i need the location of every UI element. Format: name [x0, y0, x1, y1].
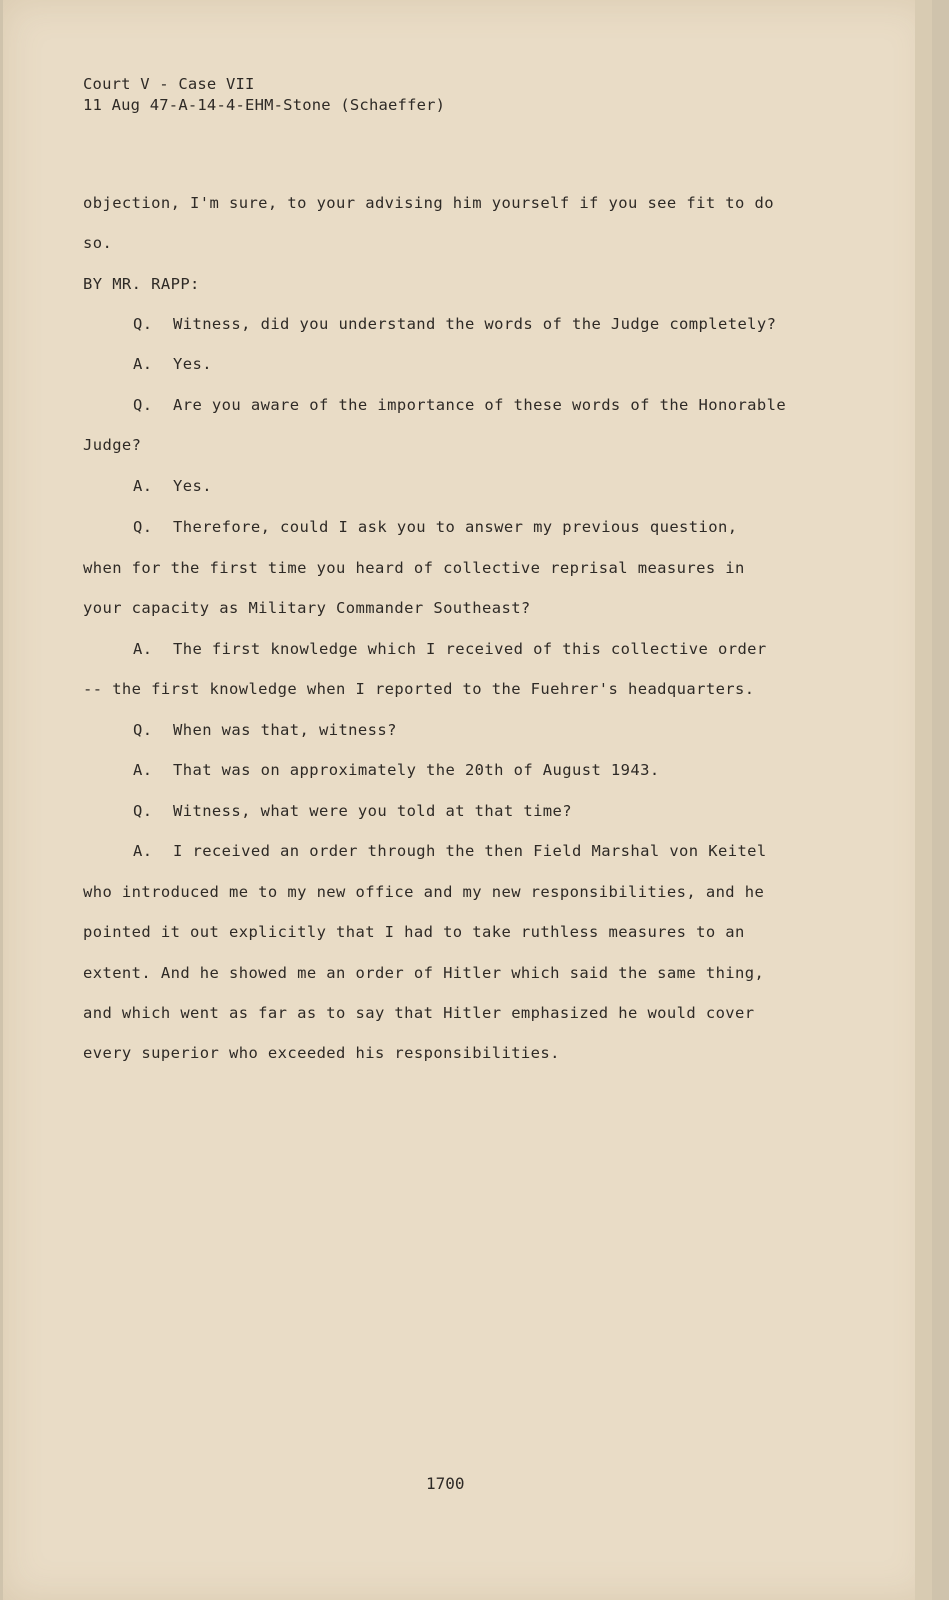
question-line [133, 721, 397, 739]
answer-line [133, 842, 767, 860]
document-page [3, 0, 932, 1600]
question-tag: Q. [133, 315, 153, 333]
answer-text: Yes. [173, 355, 212, 373]
answer-tag: A. [133, 761, 153, 779]
text-line: pointed it out explicitly that I had to take ruthless measures to an [83, 923, 745, 941]
question-tag: Q. [133, 518, 153, 536]
text-line: when for the first time you heard of collective reprisal measures in [83, 559, 745, 577]
answer-tag: A. [133, 355, 153, 373]
examiner-heading: BY MR. RAPP: [83, 275, 200, 293]
question-text: Witness, what were you told at that time? [173, 802, 573, 820]
question-tag: Q. [133, 802, 153, 820]
question-line [133, 315, 776, 333]
question-line [133, 518, 737, 536]
question-tag: Q. [133, 396, 153, 414]
page-number: 1700 [426, 1474, 465, 1493]
text-line: so. [83, 234, 113, 252]
text-line: and which went as far as to say that Hitler emphasized he would cover [83, 1004, 755, 1022]
text-line: Judge? [83, 436, 142, 454]
document-header [83, 74, 445, 116]
answer-text: I received an order through the then Field Marshal von Keitel [173, 842, 767, 860]
page-edge-strip [915, 0, 932, 1600]
text-line: objection, I'm sure, to your advising him yourself if you see fit to do [83, 194, 774, 212]
text-line: extent. And he showed me an order of Hitler which said the same thing, [83, 964, 765, 982]
question-text: When was that, witness? [173, 721, 397, 739]
text-line: every superior who exceeded his responsibilities. [83, 1044, 560, 1062]
answer-tag: A. [133, 842, 153, 860]
question-text: Witness, did you understand the words of the Judge completely? [173, 315, 777, 333]
header-reference: 11 Aug 47-A-14-4-EHM-Stone (Schaeffer) [83, 96, 446, 114]
question-line [133, 802, 572, 820]
text-line: your capacity as Military Commander Southeast? [83, 599, 531, 617]
header-court-case: Court V - Case VII [83, 75, 255, 93]
answer-text: Yes. [173, 477, 212, 495]
answer-line [133, 761, 660, 779]
answer-line [133, 355, 212, 373]
question-text: Are you aware of the importance of these words of the Honorable [173, 396, 787, 414]
answer-text: That was on approximately the 20th of August 1943. [173, 761, 660, 779]
answer-line [133, 477, 212, 495]
answer-tag: A. [133, 640, 153, 658]
answer-line [133, 640, 767, 658]
question-tag: Q. [133, 721, 153, 739]
question-line [133, 396, 786, 414]
answer-tag: A. [133, 477, 153, 495]
question-text: Therefore, could I ask you to answer my previous question, [173, 518, 738, 536]
text-line: who introduced me to my new office and my new responsibilities, and he [83, 883, 765, 901]
answer-text: The first knowledge which I received of this collective order [173, 640, 767, 658]
text-line: -- the first knowledge when I reported to the Fuehrer's headquarters. [83, 680, 755, 698]
